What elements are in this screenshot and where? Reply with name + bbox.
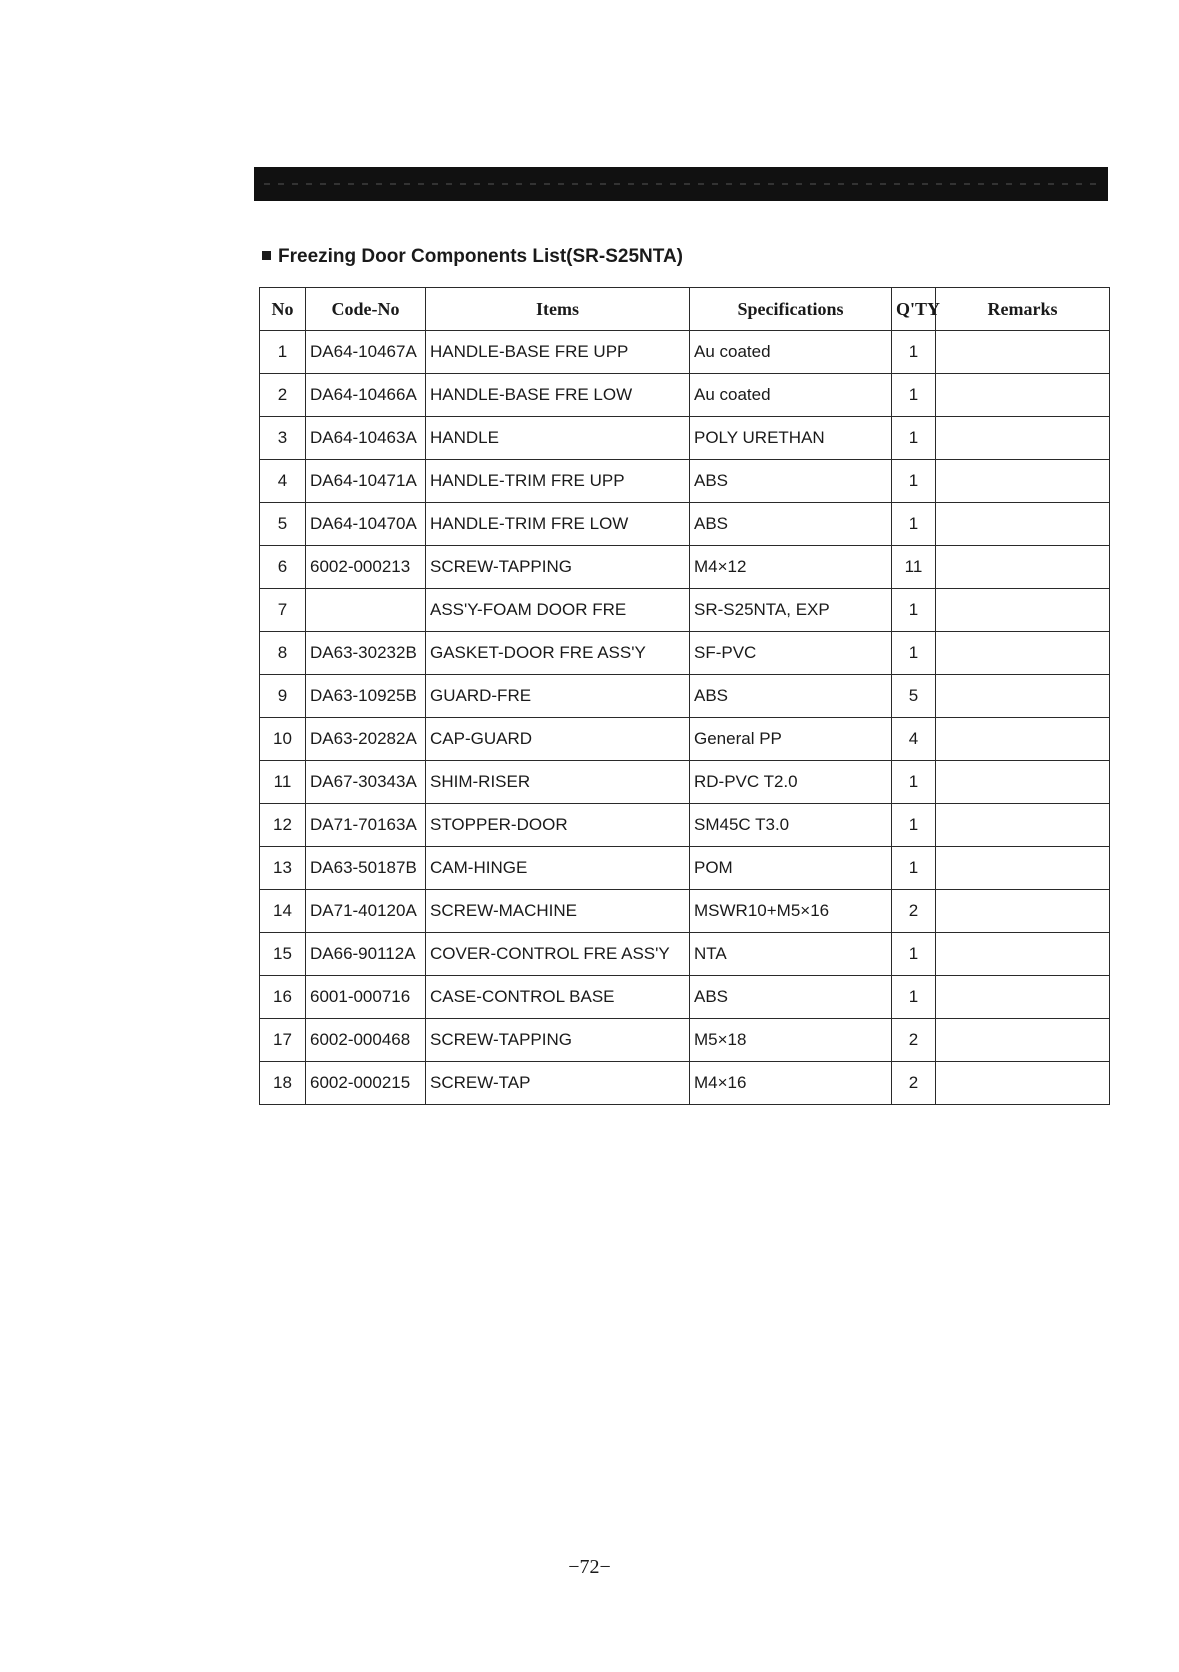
- table-header-row: [260, 288, 1110, 331]
- header-qty: Q'TY: [892, 288, 936, 331]
- cell-item: GASKET-DOOR FRE ASS'Y: [426, 632, 690, 675]
- cell-remarks: [936, 847, 1110, 890]
- cell-qty: 1: [892, 847, 936, 890]
- cell-remarks: [936, 976, 1110, 1019]
- cell-no: 15: [260, 933, 306, 976]
- cell-item: HANDLE: [426, 417, 690, 460]
- cell-specification: Au coated: [690, 374, 892, 417]
- header-items: Items: [426, 288, 690, 331]
- cell-qty: 2: [892, 890, 936, 933]
- cell-remarks: [936, 460, 1110, 503]
- cell-item: HANDLE-BASE FRE UPP: [426, 331, 690, 374]
- cell-remarks: [936, 890, 1110, 933]
- section-title-text: Freezing Door Components List(SR-S25NTA): [278, 246, 683, 267]
- cell-remarks: [936, 675, 1110, 718]
- cell-no: 1: [260, 331, 306, 374]
- cell-item: HANDLE-BASE FRE LOW: [426, 374, 690, 417]
- table-row: [260, 890, 1110, 933]
- cell-item: HANDLE-TRIM FRE LOW: [426, 503, 690, 546]
- cell-no: 4: [260, 460, 306, 503]
- page-number: −72−: [568, 1556, 611, 1578]
- cell-specification: SR-S25NTA, EXP: [690, 589, 892, 632]
- table-row: [260, 976, 1110, 1019]
- cell-qty: 2: [892, 1019, 936, 1062]
- cell-item: STOPPER-DOOR: [426, 804, 690, 847]
- cell-no: 3: [260, 417, 306, 460]
- table-row: [260, 675, 1110, 718]
- cell-code-no: DA64-10467A: [306, 331, 426, 374]
- header-remarks: Remarks: [936, 288, 1110, 331]
- cell-specification: M4×12: [690, 546, 892, 589]
- cell-item: SCREW-MACHINE: [426, 890, 690, 933]
- cell-qty: 1: [892, 933, 936, 976]
- cell-no: 9: [260, 675, 306, 718]
- cell-code-no: DA64-10466A: [306, 374, 426, 417]
- table-row: [260, 847, 1110, 890]
- cell-code-no: DA63-30232B: [306, 632, 426, 675]
- table-row: [260, 761, 1110, 804]
- cell-specification: Au coated: [690, 331, 892, 374]
- cell-item: SCREW-TAP: [426, 1062, 690, 1105]
- cell-specification: M5×18: [690, 1019, 892, 1062]
- cell-no: 11: [260, 761, 306, 804]
- cell-remarks: [936, 761, 1110, 804]
- table-row: [260, 632, 1110, 675]
- table-row: [260, 374, 1110, 417]
- table-row: [260, 1062, 1110, 1105]
- cell-specification: SF-PVC: [690, 632, 892, 675]
- cell-remarks: [936, 546, 1110, 589]
- cell-qty: 1: [892, 976, 936, 1019]
- table-row: [260, 417, 1110, 460]
- table-row: [260, 589, 1110, 632]
- cell-specification: MSWR10+M5×16: [690, 890, 892, 933]
- cell-qty: 1: [892, 589, 936, 632]
- cell-remarks: [936, 718, 1110, 761]
- cell-code-no: DA64-10463A: [306, 417, 426, 460]
- cell-specification: NTA: [690, 933, 892, 976]
- cell-remarks: [936, 331, 1110, 374]
- cell-remarks: [936, 417, 1110, 460]
- header-code-no: Code-No: [306, 288, 426, 331]
- cell-code-no: 6001-000716: [306, 976, 426, 1019]
- table-row: [260, 718, 1110, 761]
- cell-qty: 11: [892, 546, 936, 589]
- cell-qty: 1: [892, 374, 936, 417]
- cell-remarks: [936, 503, 1110, 546]
- cell-qty: 4: [892, 718, 936, 761]
- cell-specification: General PP: [690, 718, 892, 761]
- cell-no: 6: [260, 546, 306, 589]
- cell-item: CAM-HINGE: [426, 847, 690, 890]
- cell-code-no: DA71-40120A: [306, 890, 426, 933]
- cell-no: 7: [260, 589, 306, 632]
- cell-item: CAP-GUARD: [426, 718, 690, 761]
- cell-remarks: [936, 804, 1110, 847]
- cell-code-no: [306, 589, 426, 632]
- cell-no: 8: [260, 632, 306, 675]
- header-no: No: [260, 288, 306, 331]
- cell-code-no: DA64-10471A: [306, 460, 426, 503]
- table-row: [260, 503, 1110, 546]
- table-row: [260, 460, 1110, 503]
- cell-qty: 1: [892, 632, 936, 675]
- cell-specification: ABS: [690, 460, 892, 503]
- cell-item: CASE-CONTROL BASE: [426, 976, 690, 1019]
- cell-item: SCREW-TAPPING: [426, 1019, 690, 1062]
- cell-specification: POM: [690, 847, 892, 890]
- cell-code-no: DA63-20282A: [306, 718, 426, 761]
- square-bullet-icon: [262, 251, 271, 260]
- cell-no: 10: [260, 718, 306, 761]
- cell-code-no: DA71-70163A: [306, 804, 426, 847]
- table-row: [260, 331, 1110, 374]
- header-bar: [254, 167, 1108, 201]
- cell-no: 14: [260, 890, 306, 933]
- cell-item: SCREW-TAPPING: [426, 546, 690, 589]
- cell-qty: 1: [892, 460, 936, 503]
- cell-code-no: 6002-000213: [306, 546, 426, 589]
- header-specifications: Specifications: [690, 288, 892, 331]
- section-title: [262, 246, 683, 268]
- cell-code-no: 6002-000215: [306, 1062, 426, 1105]
- table-row: [260, 546, 1110, 589]
- cell-code-no: DA63-50187B: [306, 847, 426, 890]
- cell-qty: 1: [892, 331, 936, 374]
- cell-remarks: [936, 374, 1110, 417]
- cell-code-no: DA67-30343A: [306, 761, 426, 804]
- cell-item: COVER-CONTROL FRE ASS'Y: [426, 933, 690, 976]
- cell-no: 13: [260, 847, 306, 890]
- table-row: [260, 1019, 1110, 1062]
- cell-qty: 5: [892, 675, 936, 718]
- cell-specification: ABS: [690, 675, 892, 718]
- cell-item: ASS'Y-FOAM DOOR FRE: [426, 589, 690, 632]
- cell-qty: 1: [892, 804, 936, 847]
- cell-no: 17: [260, 1019, 306, 1062]
- cell-specification: ABS: [690, 503, 892, 546]
- cell-specification: RD-PVC T2.0: [690, 761, 892, 804]
- cell-remarks: [936, 589, 1110, 632]
- cell-qty: 1: [892, 503, 936, 546]
- cell-item: HANDLE-TRIM FRE UPP: [426, 460, 690, 503]
- cell-no: 18: [260, 1062, 306, 1105]
- cell-specification: ABS: [690, 976, 892, 1019]
- cell-qty: 2: [892, 1062, 936, 1105]
- cell-code-no: DA66-90112A: [306, 933, 426, 976]
- cell-no: 5: [260, 503, 306, 546]
- cell-specification: POLY URETHAN: [690, 417, 892, 460]
- cell-remarks: [936, 1062, 1110, 1105]
- cell-remarks: [936, 933, 1110, 976]
- cell-specification: SM45C T3.0: [690, 804, 892, 847]
- cell-item: SHIM-RISER: [426, 761, 690, 804]
- cell-qty: 1: [892, 417, 936, 460]
- cell-specification: M4×16: [690, 1062, 892, 1105]
- table-row: [260, 933, 1110, 976]
- table-row: [260, 804, 1110, 847]
- cell-no: 12: [260, 804, 306, 847]
- cell-no: 16: [260, 976, 306, 1019]
- cell-code-no: DA64-10470A: [306, 503, 426, 546]
- cell-code-no: DA63-10925B: [306, 675, 426, 718]
- cell-code-no: 6002-000468: [306, 1019, 426, 1062]
- components-table: [259, 287, 1110, 1105]
- cell-remarks: [936, 632, 1110, 675]
- cell-item: GUARD-FRE: [426, 675, 690, 718]
- cell-no: 2: [260, 374, 306, 417]
- cell-qty: 1: [892, 761, 936, 804]
- cell-remarks: [936, 1019, 1110, 1062]
